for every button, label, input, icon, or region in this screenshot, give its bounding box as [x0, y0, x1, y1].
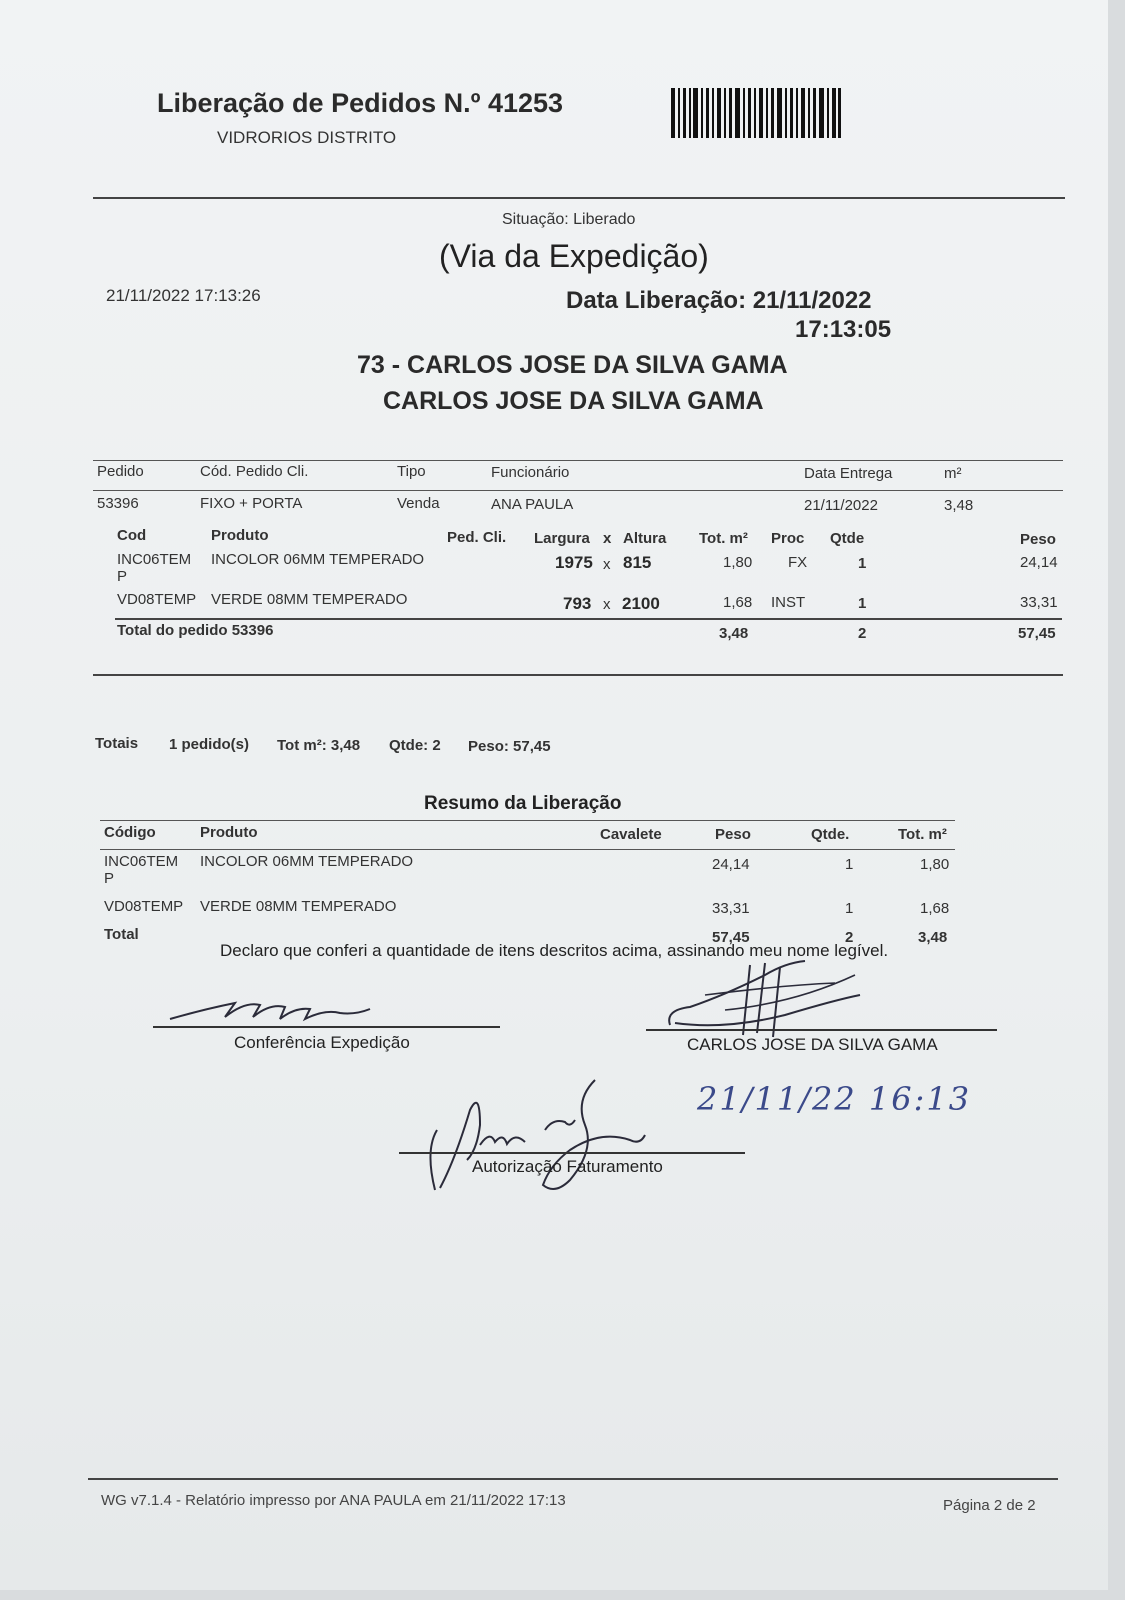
item-tot-m2: 1,80 [723, 554, 753, 571]
item-col-cod: Cod [117, 527, 147, 544]
resumo-total-label: Total [104, 926, 139, 943]
item-qtde: 1 [858, 555, 867, 572]
order-total-peso: 57,45 [1018, 625, 1056, 642]
order-total-m2: 3,48 [719, 625, 749, 642]
item-proc: FX [788, 554, 808, 571]
item-col-qtde: Qtde [830, 530, 865, 547]
item-produto: INCOLOR 06MM TEMPERADO [211, 551, 425, 568]
resumo-total-m2: 3,48 [918, 929, 948, 946]
order-cod-cli: FIXO + PORTA [200, 495, 303, 512]
order-total-label: Total do pedido 53396 [117, 622, 274, 639]
item-peso: 24,14 [1020, 554, 1058, 571]
order-top-rule [93, 460, 1063, 461]
footer-print-info: WG v7.1.4 - Relatório impresso por ANA PAULA em 21/11/2022 17:13 [101, 1492, 566, 1509]
totais-pedidos: 1 pedido(s) [169, 736, 250, 753]
handwritten-date: 21/11/22 16:13 [697, 1080, 972, 1118]
autorizacao-line [399, 1152, 745, 1154]
resumo-codigo: INC06TEM [104, 853, 179, 870]
item-col-peso: Peso [1020, 531, 1056, 548]
item-cod: VD08TEMP [117, 591, 197, 608]
autorizacao-label: Autorização Faturamento [472, 1157, 663, 1176]
resumo-tot-m2: 1,80 [920, 856, 950, 873]
client-code-name: 73 - CARLOS JOSE DA SILVA GAMA [357, 351, 788, 379]
order-bottom-rule [93, 674, 1063, 676]
resumo-total-qtde: 2 [845, 929, 854, 946]
item-col-ped-cli: Ped. Cli. [447, 529, 507, 546]
resumo-produto: INCOLOR 06MM TEMPERADO [200, 853, 414, 870]
conferencia-line [153, 1026, 500, 1028]
item-produto: VERDE 08MM TEMPERADO [211, 591, 408, 608]
resumo-peso: 24,14 [712, 856, 750, 873]
item-altura: 2100 [622, 594, 660, 613]
order-total-rule [115, 618, 1062, 620]
footer-rule [88, 1478, 1058, 1480]
order-funcionario: ANA PAULA [491, 496, 574, 513]
cliente-label: CARLOS JOSE DA SILVA GAMA [687, 1035, 938, 1054]
item-col-largura: Largura [534, 530, 590, 547]
document-title: Liberação de Pedidos N.º 41253 [157, 88, 564, 118]
signature-cliente-icon [665, 955, 905, 1045]
item-col-x: x [603, 530, 612, 547]
resumo-codigo: VD08TEMP [104, 898, 184, 915]
cliente-line [646, 1029, 997, 1031]
col-pedido: Pedido [97, 463, 144, 480]
release-time: 17:13:05 [795, 316, 892, 343]
col-m2: m² [944, 465, 962, 482]
conferencia-label: Conferência Expedição [234, 1033, 410, 1052]
col-tipo: Tipo [397, 463, 426, 480]
resumo-codigo-wrap: P [104, 870, 115, 887]
resumo-produto: VERDE 08MM TEMPERADO [200, 898, 397, 915]
signature-conferencia-icon [165, 995, 385, 1025]
item-cod: INC06TEM [117, 551, 192, 568]
totais-qtde: Qtde: 2 [389, 737, 441, 754]
resumo-top-rule [100, 820, 955, 821]
status-text: Situação: Liberado [502, 211, 636, 228]
order-data-entrega: 21/11/2022 [804, 497, 878, 514]
resumo-peso: 33,31 [712, 900, 750, 917]
resumo-col-cavalete: Cavalete [600, 826, 662, 843]
item-x: x [603, 556, 611, 573]
col-funcionario: Funcionário [491, 464, 570, 481]
item-altura: 815 [623, 553, 652, 572]
barcode-icon [671, 88, 841, 138]
item-col-proc: Proc [771, 530, 805, 547]
page-number: Página 2 de 2 [943, 1497, 1036, 1514]
item-col-produto: Produto [211, 527, 269, 544]
col-cod-cli: Cód. Pedido Cli. [200, 463, 309, 480]
resumo-qtde: 1 [845, 900, 854, 917]
totais-peso: Peso: 57,45 [468, 738, 551, 755]
item-largura: 793 [563, 594, 592, 613]
totais-m2: Tot m²: 3,48 [277, 737, 361, 754]
resumo-col-produto: Produto [200, 824, 258, 841]
header-divider [93, 197, 1065, 199]
order-header-rule [93, 490, 1063, 491]
resumo-tot-m2: 1,68 [920, 900, 950, 917]
item-col-tot-m2: Tot. m² [699, 530, 748, 547]
resumo-col-codigo: Código [104, 824, 156, 841]
company-name: VIDRORIOS DISTRITO [217, 128, 397, 147]
resumo-col-qtde: Qtde. [811, 826, 850, 843]
resumo-header-rule [100, 849, 955, 850]
item-cod-wrap: P [117, 568, 128, 585]
item-qtde: 1 [858, 595, 867, 612]
order-pedido: 53396 [97, 495, 139, 512]
resumo-title: Resumo da Liberação [424, 793, 622, 814]
resumo-qtde: 1 [845, 856, 854, 873]
item-proc: INST [771, 594, 806, 611]
client-name: CARLOS JOSE DA SILVA GAMA [383, 387, 764, 415]
order-tipo: Venda [397, 495, 440, 512]
declaration-text: Declaro que conferi a quantidade de itens descritos acima, assinando meu nome legível. [220, 941, 889, 960]
item-peso: 33,31 [1020, 594, 1058, 611]
order-m2: 3,48 [944, 497, 974, 514]
resumo-col-peso: Peso [715, 826, 751, 843]
totais-label: Totais [95, 735, 139, 752]
printed-timestamp: 21/11/2022 17:13:26 [106, 286, 261, 305]
item-tot-m2: 1,68 [723, 594, 753, 611]
col-data-entrega: Data Entrega [804, 465, 893, 482]
item-x: x [603, 596, 611, 613]
resumo-total-peso: 57,45 [712, 929, 750, 946]
release-date: Data Liberação: 21/11/2022 [566, 287, 872, 314]
signature-autorizacao-icon [425, 1070, 665, 1200]
item-col-altura: Altura [623, 530, 667, 547]
item-largura: 1975 [555, 553, 593, 572]
copy-type: (Via da Expedição) [439, 238, 709, 274]
order-total-qtde: 2 [858, 625, 867, 642]
resumo-col-tot-m2: Tot. m² [898, 826, 947, 843]
